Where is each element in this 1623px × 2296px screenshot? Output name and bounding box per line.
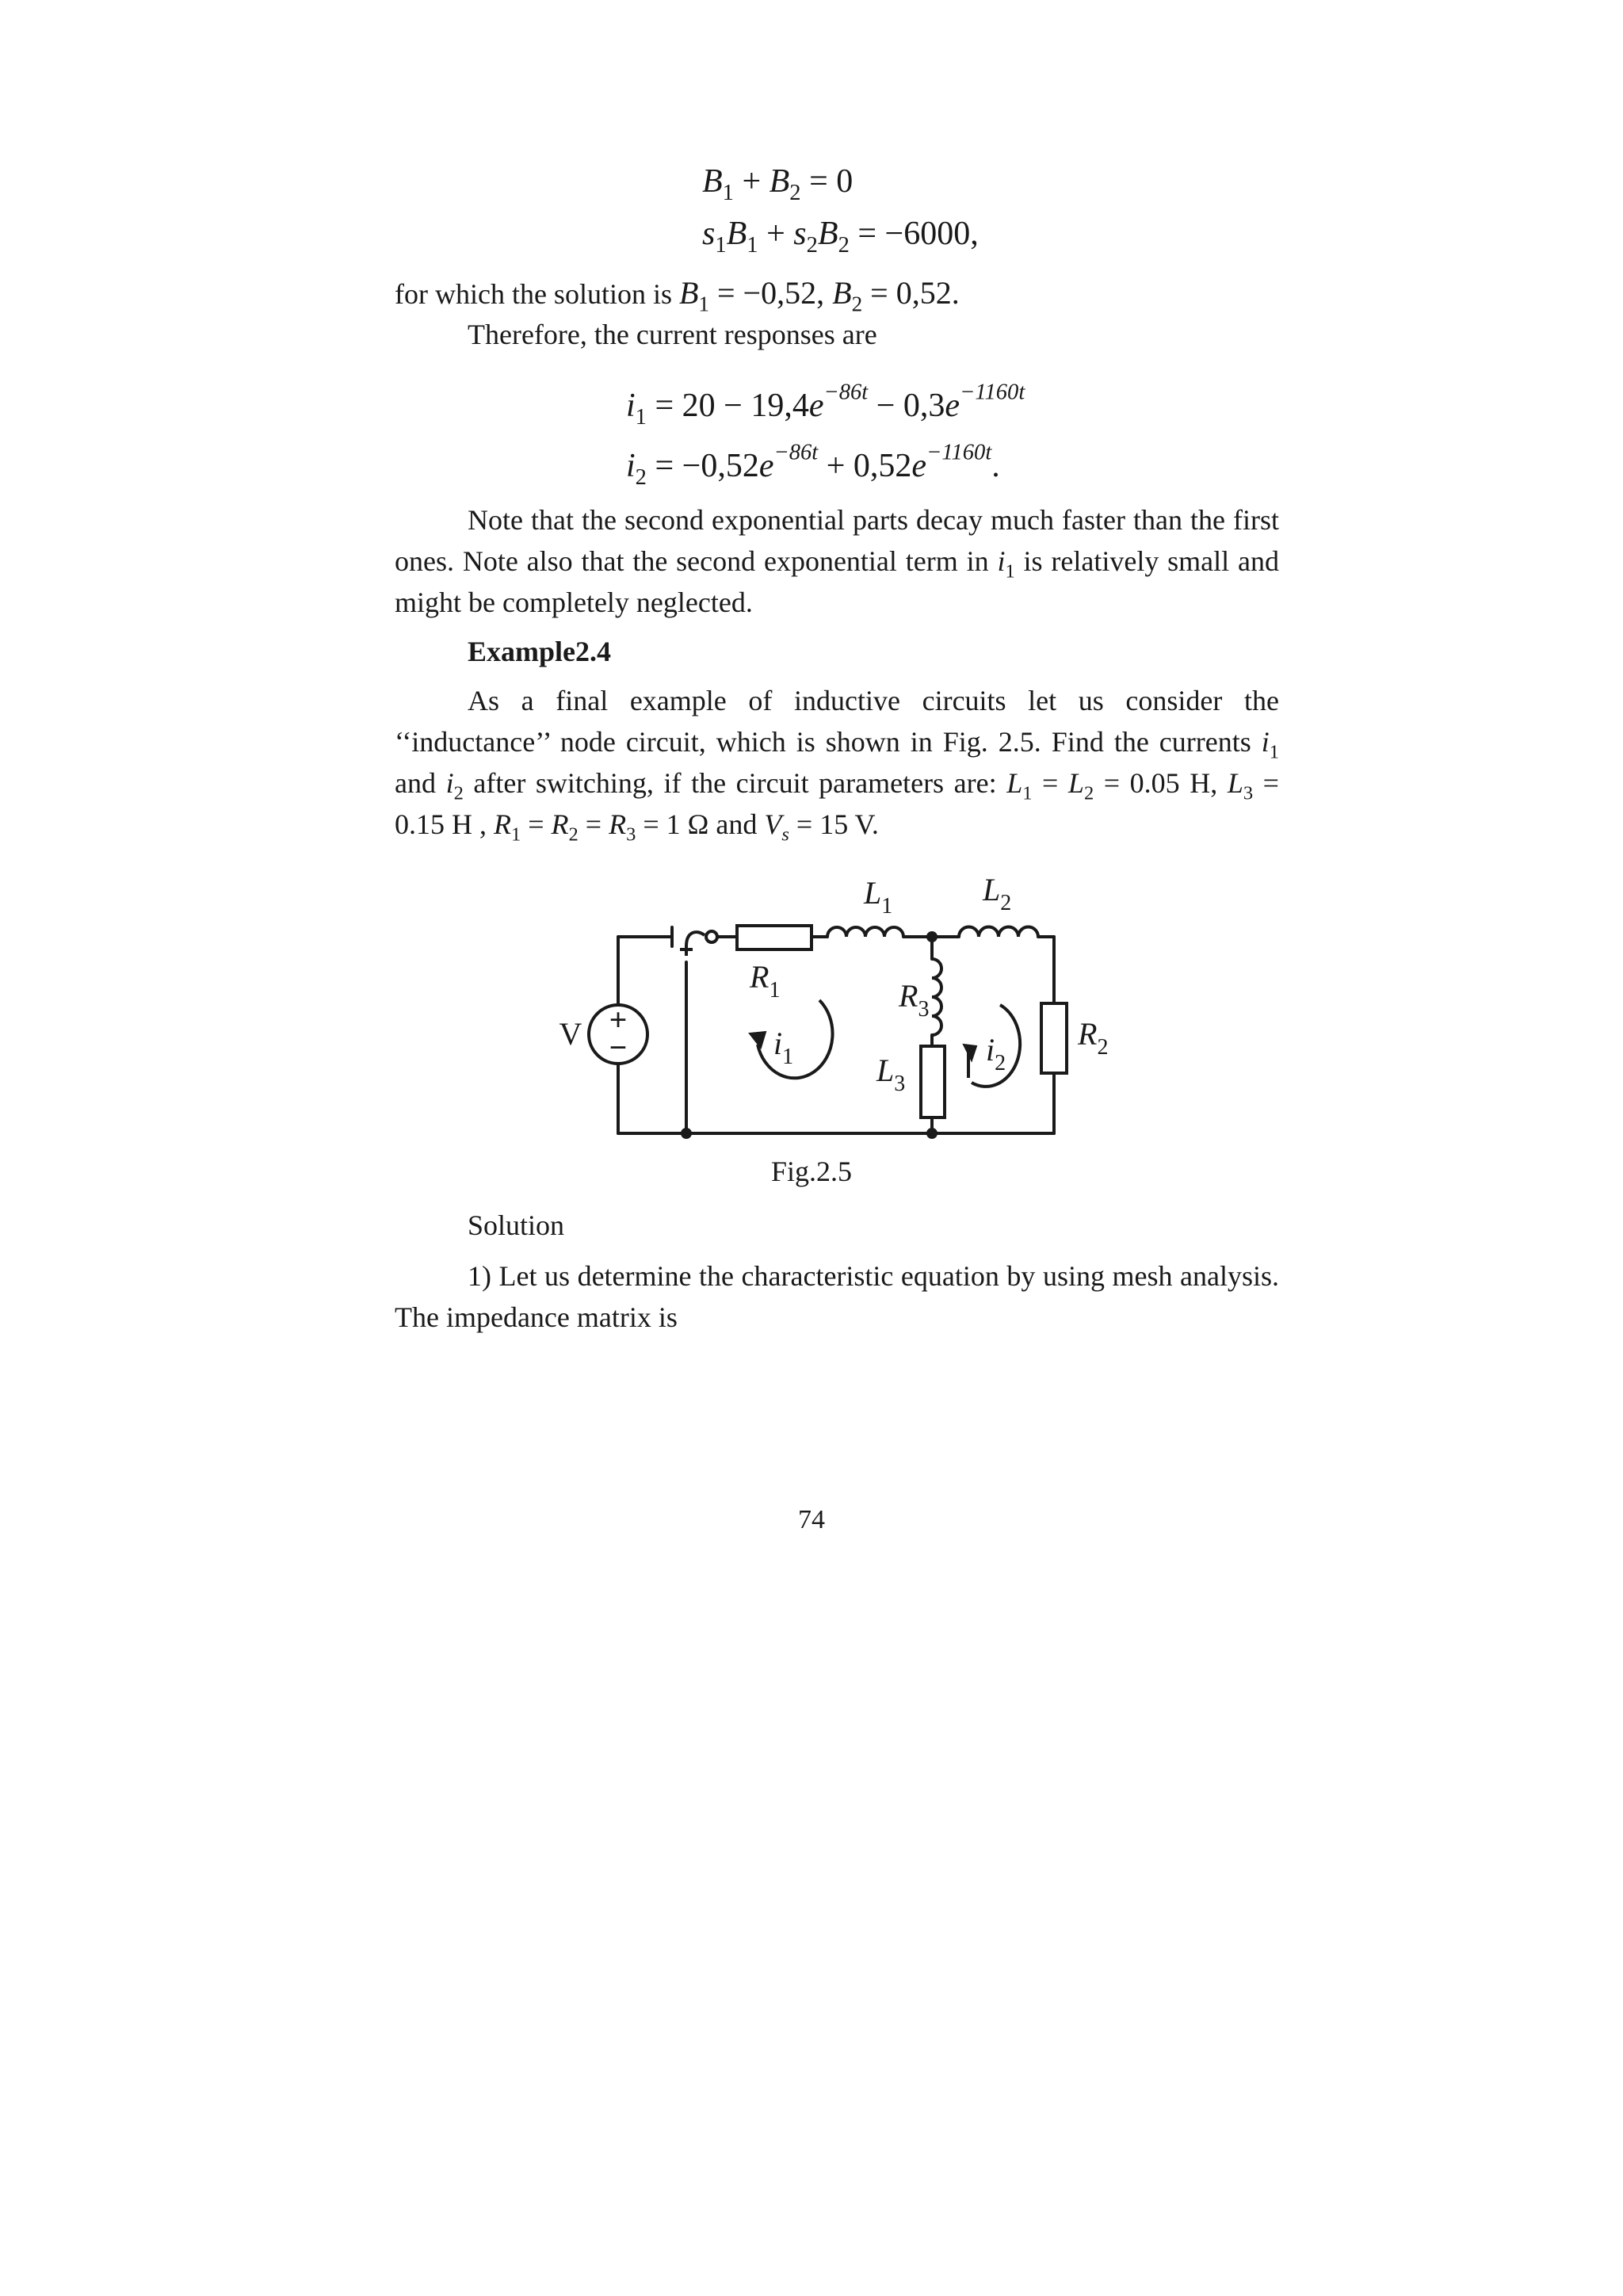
inductor-r3 xyxy=(932,959,941,1035)
sub-2: 2 xyxy=(806,232,818,258)
sub-1: 1 xyxy=(715,232,727,258)
label-l2 xyxy=(982,872,1011,915)
label-r3-sub: 3 xyxy=(918,997,930,1022)
exp-e: e xyxy=(911,448,927,484)
var-b2: B xyxy=(832,275,852,311)
var-b1: B xyxy=(726,216,747,252)
var-r1: R xyxy=(494,808,511,840)
sub-2: 2 xyxy=(851,292,863,316)
sub-2: 2 xyxy=(789,180,801,205)
node-dot xyxy=(926,1128,938,1139)
node-dot xyxy=(926,931,938,942)
label-i1 xyxy=(773,1026,793,1069)
exp-e: e xyxy=(808,388,824,424)
label-l2-sub: 2 xyxy=(1000,891,1012,915)
figure-caption: Fig.2.5 xyxy=(770,1156,853,1187)
period: . xyxy=(991,448,1000,484)
solution-text: for which the solution is xyxy=(395,278,679,310)
sub-2: 2 xyxy=(635,464,647,490)
var-l3: L xyxy=(1227,767,1243,799)
example-text-9: = 1 Ω and xyxy=(636,808,765,840)
voltage-source xyxy=(589,1002,647,1065)
example-text-10: = 15 V. xyxy=(789,808,879,840)
label-r2-letter: R xyxy=(1078,1016,1098,1052)
term-a: = −0,52 xyxy=(646,448,759,484)
var-i2: i xyxy=(626,448,636,484)
label-r1 xyxy=(749,959,780,1003)
var-r3: R xyxy=(609,808,627,840)
var-v: V xyxy=(764,808,782,840)
var-b1: B xyxy=(702,163,723,200)
var-i1: i xyxy=(997,545,1006,577)
sub-s: s xyxy=(781,823,789,846)
step1-paragraph: 1) Let us determine the characteristic equation by using mesh analysis. The impedance matrix is xyxy=(395,1260,1279,1333)
sub-3: 3 xyxy=(626,823,636,846)
label-l3 xyxy=(876,1052,905,1096)
label-i2 xyxy=(986,1032,1006,1075)
label-l2-letter: L xyxy=(983,872,1001,907)
label-l1-letter: L xyxy=(864,875,882,911)
sub-1: 1 xyxy=(698,292,709,316)
exp-e: e xyxy=(758,448,774,484)
equals: = xyxy=(1032,767,1068,799)
sub-2: 2 xyxy=(453,782,464,804)
plus-sign: + xyxy=(758,216,794,252)
example-text-3: after switching, if the circuit parameters are: xyxy=(463,767,1007,799)
label-i1-sub: 1 xyxy=(782,1045,794,1069)
exponent-1: −86t xyxy=(823,380,869,405)
sub-1: 1 xyxy=(1005,560,1015,583)
plus-sign: + xyxy=(609,1002,628,1037)
var-b2: B xyxy=(817,216,838,252)
example-heading: Example2.4 xyxy=(468,636,612,667)
example-text-1: As a final example of inductive circuits let us consider the ‘‘inductance’’ node circuit, which is shown in Fig. 2.5. Find the currents xyxy=(395,685,1279,758)
label-l1-sub: 1 xyxy=(881,894,893,919)
minus-sign: − xyxy=(609,1030,628,1065)
label-l1 xyxy=(863,875,892,919)
resistor-r1 xyxy=(737,926,812,949)
solution-heading: Solution xyxy=(468,1209,565,1241)
term-b: − 0,3 xyxy=(868,388,945,424)
label-l3-letter: L xyxy=(876,1052,895,1088)
therefore-line: Therefore, the current responses are xyxy=(468,319,877,350)
exponent-1: −86t xyxy=(773,440,819,465)
switch-symbol xyxy=(680,931,717,956)
var-b1: B xyxy=(678,275,699,311)
resistor-r2 xyxy=(1041,1003,1067,1073)
var-i1: i xyxy=(626,388,636,424)
inductor-l2 xyxy=(959,927,1038,938)
node-dot xyxy=(681,1128,692,1139)
var-r2: R xyxy=(551,808,569,840)
term-b: + 0,52 xyxy=(818,448,912,484)
label-l3-sub: 3 xyxy=(894,1072,906,1096)
equals: = xyxy=(521,808,552,840)
label-r1-letter: R xyxy=(750,959,769,995)
sub-2: 2 xyxy=(1083,782,1094,804)
var-s1: s xyxy=(702,216,716,252)
example-text-5: = 0.05 H, xyxy=(1094,767,1228,799)
sub-1: 1 xyxy=(1269,741,1279,763)
label-v: V xyxy=(559,1016,582,1052)
note-text-2: is relatively small and might be completely neglected. xyxy=(395,545,1279,618)
value-b1: = −0,52 xyxy=(709,275,817,311)
sub-1: 1 xyxy=(511,823,521,846)
resistor-l3 xyxy=(921,1046,945,1117)
label-i2-letter: i xyxy=(986,1032,995,1068)
note-text-1: Note that the second exponential parts decay much faster than the first ones. Note also that the second exponential term in xyxy=(395,504,1279,577)
sub-1: 1 xyxy=(635,404,647,430)
label-r3-letter: R xyxy=(899,978,918,1014)
separator: , xyxy=(816,275,833,311)
sub-1: 1 xyxy=(747,232,758,258)
label-i2-sub: 2 xyxy=(995,1051,1006,1075)
period: . xyxy=(951,275,960,311)
var-b2: B xyxy=(769,163,790,200)
sub-3: 3 xyxy=(1243,782,1254,804)
exponent-2: −1160t xyxy=(960,380,1025,405)
label-r3 xyxy=(898,978,929,1022)
sub-2: 2 xyxy=(568,823,579,846)
value-b2: = 0,52 xyxy=(862,275,952,311)
label-r2-sub: 2 xyxy=(1097,1035,1109,1060)
equals-value: = −6000, xyxy=(849,216,979,252)
var-l2: L xyxy=(1067,767,1084,799)
equals: = xyxy=(578,808,609,840)
var-s2: s xyxy=(793,216,807,252)
sub-1: 1 xyxy=(1022,782,1033,804)
equals-zero: = 0 xyxy=(800,163,854,200)
exp-e: e xyxy=(945,388,960,424)
sub-2: 2 xyxy=(838,232,850,258)
label-r2 xyxy=(1077,1016,1108,1060)
example-text-2: and xyxy=(395,726,1286,799)
var-i1: i xyxy=(1261,726,1270,758)
exponent-2: −1160t xyxy=(926,440,992,465)
page-number: 74 xyxy=(798,1505,825,1534)
label-i1-letter: i xyxy=(773,1026,783,1061)
var-l1: L xyxy=(1006,767,1023,799)
term-a: = 20 − 19,4 xyxy=(646,388,809,424)
circuit-wires xyxy=(618,927,1054,1133)
example-text-6: = 0.15 H , xyxy=(395,767,1286,840)
label-r1-sub: 1 xyxy=(769,978,781,1003)
inductor-l1 xyxy=(827,927,903,937)
sub-1: 1 xyxy=(722,180,734,205)
var-i2: i xyxy=(445,767,454,799)
plus-sign: + xyxy=(733,163,769,200)
